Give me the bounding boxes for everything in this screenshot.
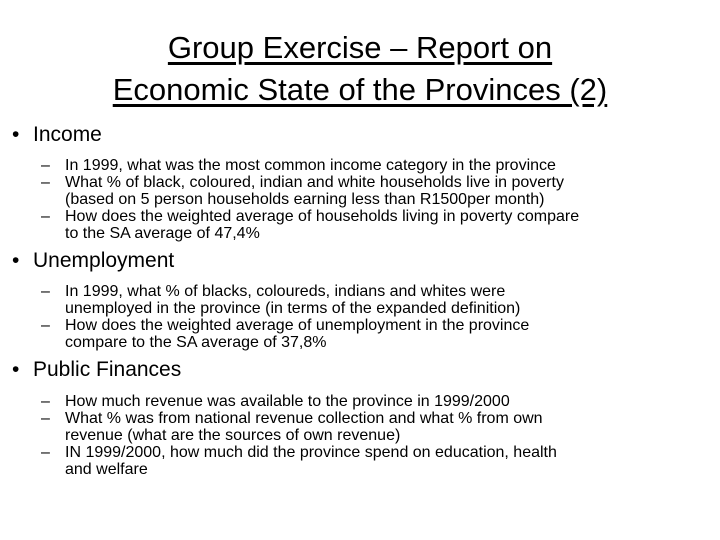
- dash-icon: –: [41, 444, 50, 461]
- list-item: [0, 410, 720, 444]
- list-item-line: What % was from national revenue collection and what % from own: [65, 410, 543, 427]
- section-heading: [0, 122, 720, 148]
- list-item-line: and welfare: [65, 461, 148, 478]
- dash-icon: –: [41, 157, 50, 174]
- bullet-icon: •: [12, 123, 20, 146]
- list-item: [0, 208, 720, 242]
- list-item-line: unemployed in the province (in terms of the expanded definition): [65, 300, 521, 317]
- sub-list: [0, 393, 720, 478]
- slide-body: [0, 116, 720, 478]
- list-item-line: How does the weighted average of households living in poverty compare: [65, 208, 580, 225]
- section-income: [0, 122, 720, 242]
- section-heading: [0, 248, 720, 274]
- list-item-line: What % of black, coloured, indian and white households live in poverty: [65, 174, 564, 191]
- list-item: [0, 157, 720, 174]
- dash-icon: –: [41, 283, 50, 300]
- list-item-line: In 1999, what % of blacks, coloureds, indians and whites were: [65, 283, 506, 300]
- list-item-line: How much revenue was available to the province in 1999/2000: [65, 393, 510, 410]
- dash-icon: –: [41, 410, 50, 427]
- list-item-line: compare to the SA average of 37,8%: [65, 334, 327, 351]
- list-item: [0, 283, 720, 317]
- section-heading-text: Public Finances: [33, 358, 182, 381]
- list-item-line: to the SA average of 47,4%: [65, 225, 260, 242]
- list-item: [0, 444, 720, 478]
- slide-title: [20, 27, 700, 111]
- list-item: [0, 317, 720, 351]
- list-item-line: revenue (what are the sources of own revenue): [65, 427, 401, 444]
- dash-icon: –: [41, 208, 50, 225]
- title-line-2: Economic State of the Provinces (2): [112, 72, 608, 107]
- list-item-line: IN 1999/2000, how much did the province spend on education, health: [65, 444, 557, 461]
- bullet-icon: •: [12, 358, 20, 381]
- dash-icon: –: [41, 393, 50, 410]
- section-unemployment: [0, 248, 720, 351]
- section-public-finances: [0, 357, 720, 478]
- dash-icon: –: [41, 317, 50, 334]
- list-item-line: In 1999, what was the most common income category in the province: [65, 157, 556, 174]
- section-heading-text: Unemployment: [33, 249, 175, 272]
- list-item: [0, 174, 720, 208]
- dash-icon: –: [41, 174, 50, 191]
- list-item-line: How does the weighted average of unemployment in the province: [65, 317, 530, 334]
- list-item-line: (based on 5 person households earning less than R1500per month): [65, 191, 545, 208]
- section-heading-text: Income: [33, 123, 102, 146]
- sub-list: [0, 283, 720, 351]
- title-line-1: Group Exercise – Report on: [167, 30, 553, 65]
- bullet-icon: •: [12, 249, 20, 272]
- section-heading: [0, 357, 720, 383]
- list-item: [0, 393, 720, 410]
- sub-list: [0, 157, 720, 242]
